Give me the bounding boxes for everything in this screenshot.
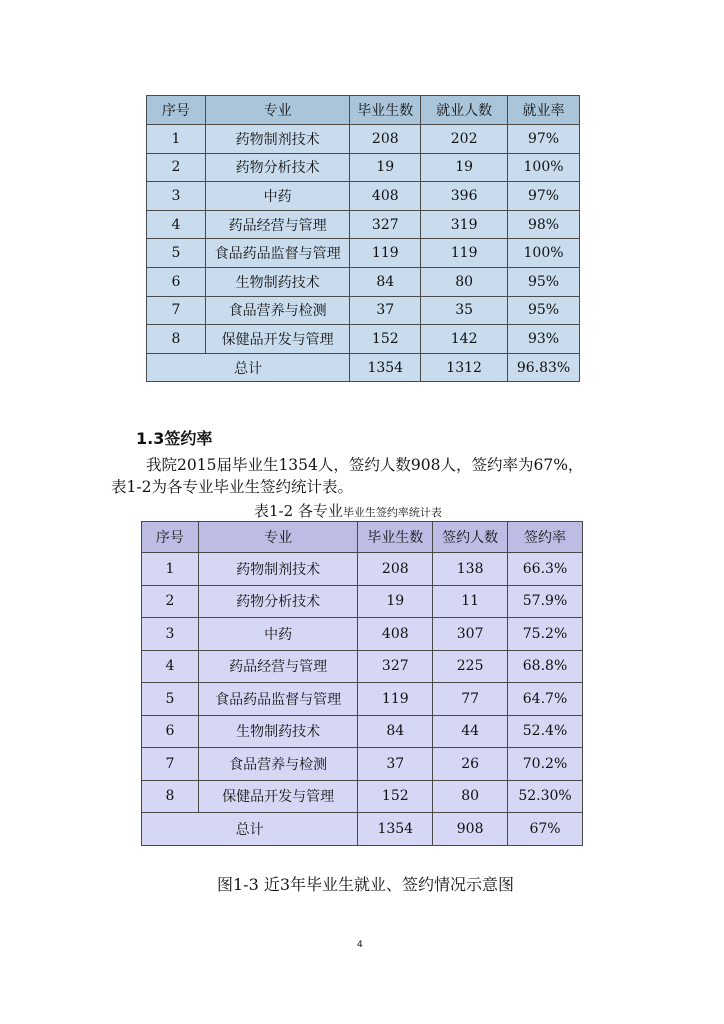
table-cell: 95% (508, 267, 580, 296)
table-row (142, 715, 583, 748)
table-cell: 药品经营与管理 (205, 210, 350, 239)
page-number: 4 (357, 940, 363, 950)
table-total-row (142, 813, 583, 846)
header-cell: 就业率 (508, 96, 580, 125)
table-cell: 138 (433, 553, 508, 586)
table-row (142, 650, 583, 683)
table-cell: 208 (358, 553, 433, 586)
table-cell: 5 (142, 683, 199, 716)
table-cell: 药物分析技术 (205, 153, 350, 182)
table-cell: 35 (421, 296, 508, 325)
table-cell: 119 (358, 683, 433, 716)
table-cell: 2 (142, 585, 199, 618)
total-label: 总计 (147, 353, 350, 382)
table-cell: 307 (433, 618, 508, 651)
table-row (142, 748, 583, 781)
table-row (147, 325, 580, 354)
table-row (142, 553, 583, 586)
table-row (142, 585, 583, 618)
table-row (147, 210, 580, 239)
table-cell: 64.7% (508, 683, 583, 716)
table-cell: 97% (508, 125, 580, 154)
contract-table (141, 521, 583, 846)
table-cell: 93% (508, 325, 580, 354)
table-cell: 396 (421, 182, 508, 211)
table-cell: 202 (421, 125, 508, 154)
table-row (147, 239, 580, 268)
table-cell: 225 (433, 650, 508, 683)
table-cell: 食品药品监督与管理 (205, 239, 350, 268)
table-cell: 37 (358, 748, 433, 781)
table-cell: 6 (147, 267, 206, 296)
table-cell: 5 (147, 239, 206, 268)
total-cell: 96.83% (508, 353, 580, 382)
header-cell: 毕业生数 (358, 522, 433, 553)
table-caption-small: 毕业生签约率统计表 (342, 506, 442, 519)
header-cell: 序号 (142, 522, 199, 553)
table-cell: 药物制剂技术 (205, 125, 350, 154)
table-caption (254, 500, 442, 521)
table-cell: 327 (350, 210, 421, 239)
table-cell: 2 (147, 153, 206, 182)
total-cell: 1354 (358, 813, 433, 846)
table-cell: 11 (433, 585, 508, 618)
paragraph-line: 表1-2为各专业毕业生签约统计表。 (111, 478, 353, 496)
table-cell: 44 (433, 715, 508, 748)
table-row (147, 125, 580, 154)
table-cell: 8 (147, 325, 206, 354)
table-cell: 77 (433, 683, 508, 716)
header-cell: 专业 (205, 96, 350, 125)
table-cell: 保健品开发与管理 (205, 325, 350, 354)
total-label: 总计 (142, 813, 358, 846)
table-cell: 3 (142, 618, 199, 651)
table-cell: 7 (142, 748, 199, 781)
table-cell: 4 (147, 210, 206, 239)
paragraph-line: 我院2015届毕业生1354人，签约人数908人，签约率为67%， (146, 456, 584, 474)
table-cell: 142 (421, 325, 508, 354)
table-cell: 19 (350, 153, 421, 182)
table-cell: 26 (433, 748, 508, 781)
table-cell: 152 (358, 780, 433, 813)
header-cell: 专业 (198, 522, 358, 553)
table-cell: 生物制药技术 (205, 267, 350, 296)
table-total-row (147, 353, 580, 382)
table-row (142, 780, 583, 813)
figure-caption: 图1-3 近3年毕业生就业、签约情况示意图 (217, 875, 515, 894)
table-cell: 食品药品监督与管理 (198, 683, 358, 716)
table-cell: 药物制剂技术 (198, 553, 358, 586)
table-cell: 中药 (205, 182, 350, 211)
table-cell: 66.3% (508, 553, 583, 586)
total-cell: 1312 (421, 353, 508, 382)
table-cell: 4 (142, 650, 199, 683)
section-heading: 1.3签约率 (136, 429, 213, 448)
table-cell: 152 (350, 325, 421, 354)
table-cell: 19 (358, 585, 433, 618)
table-cell: 208 (350, 125, 421, 154)
table-cell: 408 (350, 182, 421, 211)
table-cell: 食品营养与检测 (205, 296, 350, 325)
table-cell: 84 (358, 715, 433, 748)
table-cell: 80 (421, 267, 508, 296)
table-cell: 119 (350, 239, 421, 268)
table-row (142, 683, 583, 716)
table-cell: 68.8% (508, 650, 583, 683)
table-cell: 319 (421, 210, 508, 239)
table-cell: 97% (508, 182, 580, 211)
table-cell: 327 (358, 650, 433, 683)
table-cell: 生物制药技术 (198, 715, 358, 748)
table-cell: 75.2% (508, 618, 583, 651)
table-cell: 52.4% (508, 715, 583, 748)
header-cell: 签约率 (508, 522, 583, 553)
table-cell: 57.9% (508, 585, 583, 618)
total-cell: 908 (433, 813, 508, 846)
total-cell: 67% (508, 813, 583, 846)
table-cell: 3 (147, 182, 206, 211)
table-row (147, 153, 580, 182)
table-caption-main: 表1-2 各专业 (254, 502, 343, 520)
table-cell: 1 (147, 125, 206, 154)
table-cell: 80 (433, 780, 508, 813)
table-header-row (147, 96, 580, 125)
header-cell: 毕业生数 (350, 96, 421, 125)
table-cell: 98% (508, 210, 580, 239)
table-header-row (142, 522, 583, 553)
table-cell: 中药 (198, 618, 358, 651)
table-row (142, 618, 583, 651)
table-row (147, 267, 580, 296)
table-cell: 6 (142, 715, 199, 748)
table-cell: 100% (508, 153, 580, 182)
header-cell: 序号 (147, 96, 206, 125)
table-cell: 52.30% (508, 780, 583, 813)
header-cell: 就业人数 (421, 96, 508, 125)
table-cell: 19 (421, 153, 508, 182)
table-row (147, 182, 580, 211)
table-cell: 37 (350, 296, 421, 325)
table-cell: 食品营养与检测 (198, 748, 358, 781)
table-cell: 408 (358, 618, 433, 651)
section-paragraph (111, 454, 631, 498)
table-cell: 药品经营与管理 (198, 650, 358, 683)
table-cell: 84 (350, 267, 421, 296)
employment-table (146, 95, 580, 382)
table-cell: 1 (142, 553, 199, 586)
table-cell: 100% (508, 239, 580, 268)
table-cell: 保健品开发与管理 (198, 780, 358, 813)
table-cell: 70.2% (508, 748, 583, 781)
table-row (147, 296, 580, 325)
header-cell: 签约人数 (433, 522, 508, 553)
table-cell: 119 (421, 239, 508, 268)
table-cell: 95% (508, 296, 580, 325)
total-cell: 1354 (350, 353, 421, 382)
table-cell: 7 (147, 296, 206, 325)
table-cell: 8 (142, 780, 199, 813)
table-cell: 药物分析技术 (198, 585, 358, 618)
